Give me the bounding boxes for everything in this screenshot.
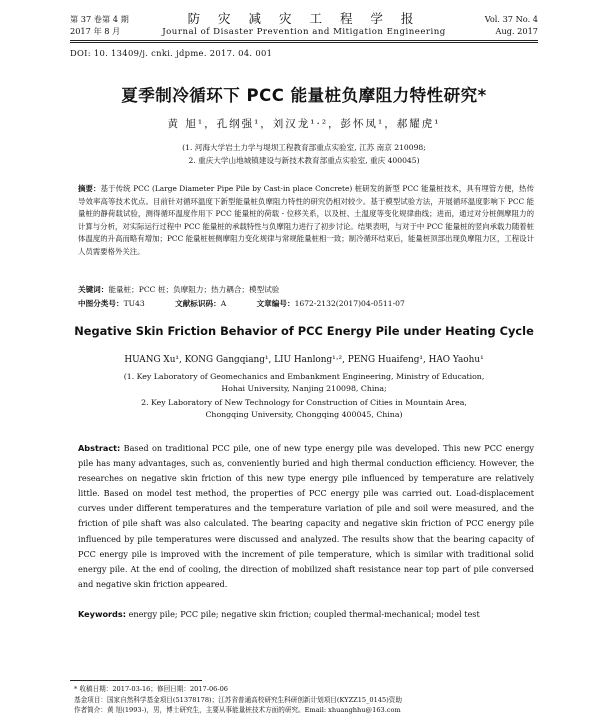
abstract-en [78,441,534,592]
affiliation-en-2 [70,397,538,420]
keywords-cn-text: 能量桩；PCC 桩；负摩阻力；热力耦合；模型试验 [108,285,280,294]
classification-line [78,298,534,309]
footnote-author: 作者简介：黄 旭(1993-)，男，博士研究生，主要从事能量桩技术方面的研究。Email: xhuanghhu@163.com [74,706,401,714]
affiliation-en-2-line1: 2. Key Laboratory of New Technology for Construction of Cities in Mountain Area, [141,398,467,407]
article-number [257,299,419,308]
abstract-en-label: Abstract: [78,443,121,453]
date-cn: 2017 年 8 月 [70,26,121,36]
keywords-en-label: Keywords: [78,609,126,619]
header-rule-thick [70,40,538,41]
date-en: Aug. 2017 [495,26,538,36]
article-title-cn: 夏季制冷循环下 PCC 能量桩负摩阻力特性研究* [121,86,487,105]
footnote-fund: 基金项目：国家自然科学基金项目(51378178)；江苏省普通高校研究生科研创新计划项目(KYZZ15_0145)资助 [74,695,402,704]
document-code [175,299,240,308]
keywords-cn-label: 关键词： [78,285,109,294]
affiliation-en-1 [70,371,538,394]
abstract-cn-text: 基于传统 PCC (Large Diameter Pipe Pile by Cast-in place Concrete) 桩研发的新型 PCC 能量桩技术，具有埋管方便，热传导效率高等技术优点。目前针对循环温度下新型能量桩负摩阻力特性的研究仍相对较少。基于模型试验方法，开展循环温度影响下 PCC 能量桩的静荷载试验，测得循环温度作用下 PCC 能量桩的荷载 - 位移关系，以及桩、土温度等变化规律曲线；进而，通过对分桩侧摩阻力的计算与分析，对实际运行过程中 PCC 能量桩的承载特性与负摩阻力进行了初步讨论。结果表明，与对于中 PCC 能量桩的竖向承载力随着桩体温度的升高而略有增加；PCC 能量桩桩侧摩阻力变化规律与常规能量桩相一致；制冷循环结束后，能量桩顶部出现负摩阻力区，工程设计人员需要格外关注。 [78,184,534,256]
doc-code-label: 文献标识码： [175,299,221,308]
keywords-en-text: energy pile; PCC pile; negative skin friction; coupled thermal-mechanical; model test [128,609,480,619]
journal-title-en: Journal of Disaster Prevention and Mitigation Engineering [162,27,446,37]
abstract-cn [78,183,534,259]
header-rule-thin [70,42,538,43]
article-no-value: 1672-2132(2017)04-0511-07 [294,299,405,308]
running-header [70,11,538,40]
affiliation-cn-2: 2. 重庆大学山地城镇建设与新技术教育部重点实验室, 重庆 400045) [188,156,420,165]
affiliation-en-2-line2: Chongqing University, Chongqing 400045, China) [205,409,403,419]
affiliation-cn-1: (1. 河海大学岩土力学与堤坝工程教育部重点实验室, 江苏 南京 210098; [182,143,426,152]
affiliation-en-1-line2: Hohai University, Nanjing 210098, China; [221,383,387,393]
article-title-en: Negative Skin Friction Behavior of PCC Energy Pile under Heating Cycle [74,324,534,338]
doi: DOI: 10. 13409/j. cnki. jdpme. 2017. 04. 001 [70,48,273,58]
journal-title-cn: 防 灾 减 灾 工 程 学 报 [187,11,421,26]
footnote-received: * 收稿日期：2017-03-16；修回日期：2017-06-06 [74,685,228,693]
clc-value: TU43 [123,299,145,308]
authors-en: HUANG Xu¹, KONG Gangqiang¹, LIU Hanlong¹·², PENG Huaifeng¹, HAO Yaohu¹ [124,355,484,365]
footnote-rule [70,680,202,681]
authors-cn: 黄 旭¹，孔纲强¹，刘汉龙¹·²，彭怀凤¹，郝耀虎¹ [167,118,441,130]
keywords-en [78,609,534,619]
affiliation-en-1-line1: (1. Key Laboratory of Geomechanics and Embankment Engineering, Ministry of Education, [123,372,485,381]
abstract-cn-label: 摘要： [78,184,101,193]
abstract-en-text: Based on traditional PCC pile, one of new type energy pile was developed. This new PCC energy pile has many advantages, such as, conveniently buried and high thermal conduction efficiency. However, the researches on negative skin friction of this new type energy pile influenced by temperature are relatively little. Based on model test method, the properties of PCC energy pile was carried out. Load-displacement curves under different temperatures and the temperature variation of pile and soil were measured, and the friction of pile shaft was also calculated. The bearing capacity and negative skin friction of PCC energy pile influenced by pile temperatures were discussed and analyzed. The results show that the bearing capacity of PCC energy pile is improved with the increment of pile temperature, which is similar with traditional solid energy pile. At the end of cooling, the direction of mobilized shaft resistance near top part of pile conversed and negative skin friction appeared. [78,443,534,589]
doc-code-value: A [220,299,227,308]
clc-number [78,299,159,308]
clc-label: 中图分类号： [78,299,124,308]
volume-cn: 第 37 卷第 4 期 [70,14,129,24]
keywords-cn [78,284,534,296]
footnotes [74,684,538,716]
volume-en: Vol. 37 No. 4 [484,14,538,24]
article-no-label: 文章编号： [256,299,295,308]
